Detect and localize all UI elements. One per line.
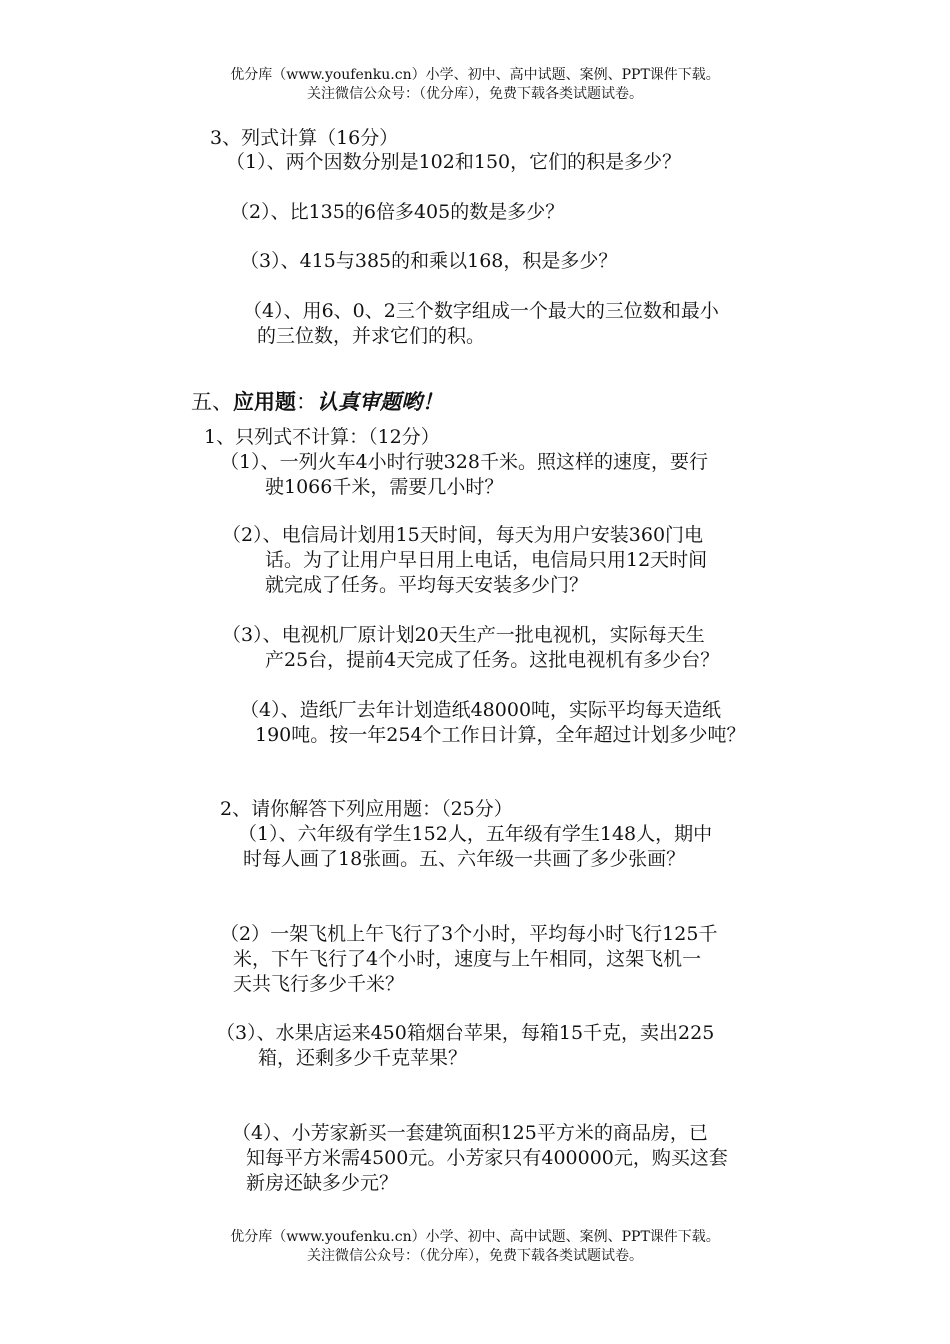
part5-1-q3-line1: （3）、电视机厂原计划20天生产一批电视机，实际每天生 [222,624,705,646]
part5-1-q1-line2: 驶1066千米，需要几小时？ [265,476,504,498]
part3-q4-line2: 的三位数，并求它们的积。 [257,325,486,347]
part5-2-q3-line2: 箱，还剩多少千克苹果？ [258,1047,468,1069]
part5-2-q4-line2: 知每平方米需4500元。小芳家只有400000元，购买这套 [246,1147,728,1169]
part5-2-q1-line2: 时每人画了18张画。五、六年级一共画了多少张画？ [243,848,686,870]
section5-prefix: 五、 [191,390,233,414]
part5-2-title: 2、请你解答下列应用题：（25分） [220,798,513,820]
header-line-2: 关注微信公众号：（优分库），免费下载各类试题试卷。 [307,86,643,102]
part5-1-q1-line1: （1）、一列火车4小时行驶328千米。照这样的速度，要行 [220,451,708,473]
part5-1-q3-line2: 产25台，提前4天完成了任务。这批电视机有多少台？ [265,649,720,671]
part5-1-q4-line2: 190吨。按一年254个工作日计算，全年超过计划多少吨？ [255,724,746,746]
part5-2-q4-line1: （4）、小芳家新买一套建筑面积125平方米的商品房，已 [232,1122,708,1144]
part3-q1: （1）、两个因数分别是102和150，它们的积是多少？ [226,151,682,173]
section5-title: 应用题 [233,389,296,414]
header-line-1: 优分库（www.youfenku.cn）小学、初中、高中试题、案例、PPT课件下载。 [230,67,720,83]
part5-1-q2-line1: （2）、电信局计划用15天时间，每天为用户安装360门电 [222,524,704,546]
part5-2-q1-line1: （1）、六年级有学生152人，五年级有学生148人，期中 [238,823,713,845]
part5-1-q2-line3: 就完成了任务。平均每天安装多少门？ [265,574,589,596]
section5-slogan: 认真审题哟！ [317,389,443,414]
part5-1-title: 1、只列式不计算：（12分） [204,426,440,448]
part5-1-q4-line1: （4）、造纸厂去年计划造纸48000吨，实际平均每天造纸 [240,699,722,721]
part3-q2: （2）、比135的6倍多405的数是多少？ [230,201,565,223]
part5-2-q2-line2: 米，下午飞行了4个小时，速度与上午相同，这架飞机一 [233,948,702,970]
page-header [0,66,950,104]
page-footer [0,1228,950,1266]
part5-2-q3-line1: （3）、水果店运来450箱烟台苹果，每箱15千克，卖出225 [216,1022,715,1044]
part5-2-q2-line1: （2）一架飞机上午飞行了3个小时，平均每小时飞行125千 [220,923,718,945]
section5-heading [191,386,443,416]
part5-1-q2-line2: 话。为了让用户早日用上电话，电信局只用12天时间 [265,549,708,571]
part3-q3: （3）、415与385的和乘以168，积是多少？ [240,250,618,272]
part3-title: 3、列式计算（16分） [210,127,399,149]
footer-line-2: 关注微信公众号：（优分库），免费下载各类试题试卷。 [307,1248,643,1264]
part5-2-q2-line3: 天共飞行多少千米？ [233,973,405,995]
part3-q4-line1: （4）、用6、0、2三个数字组成一个最大的三位数和最小 [243,300,719,322]
section5-colon: ： [296,390,317,414]
part5-2-q4-line3: 新房还缺多少元？ [246,1172,399,1194]
footer-line-1: 优分库（www.youfenku.cn）小学、初中、高中试题、案例、PPT课件下载。 [230,1229,720,1245]
